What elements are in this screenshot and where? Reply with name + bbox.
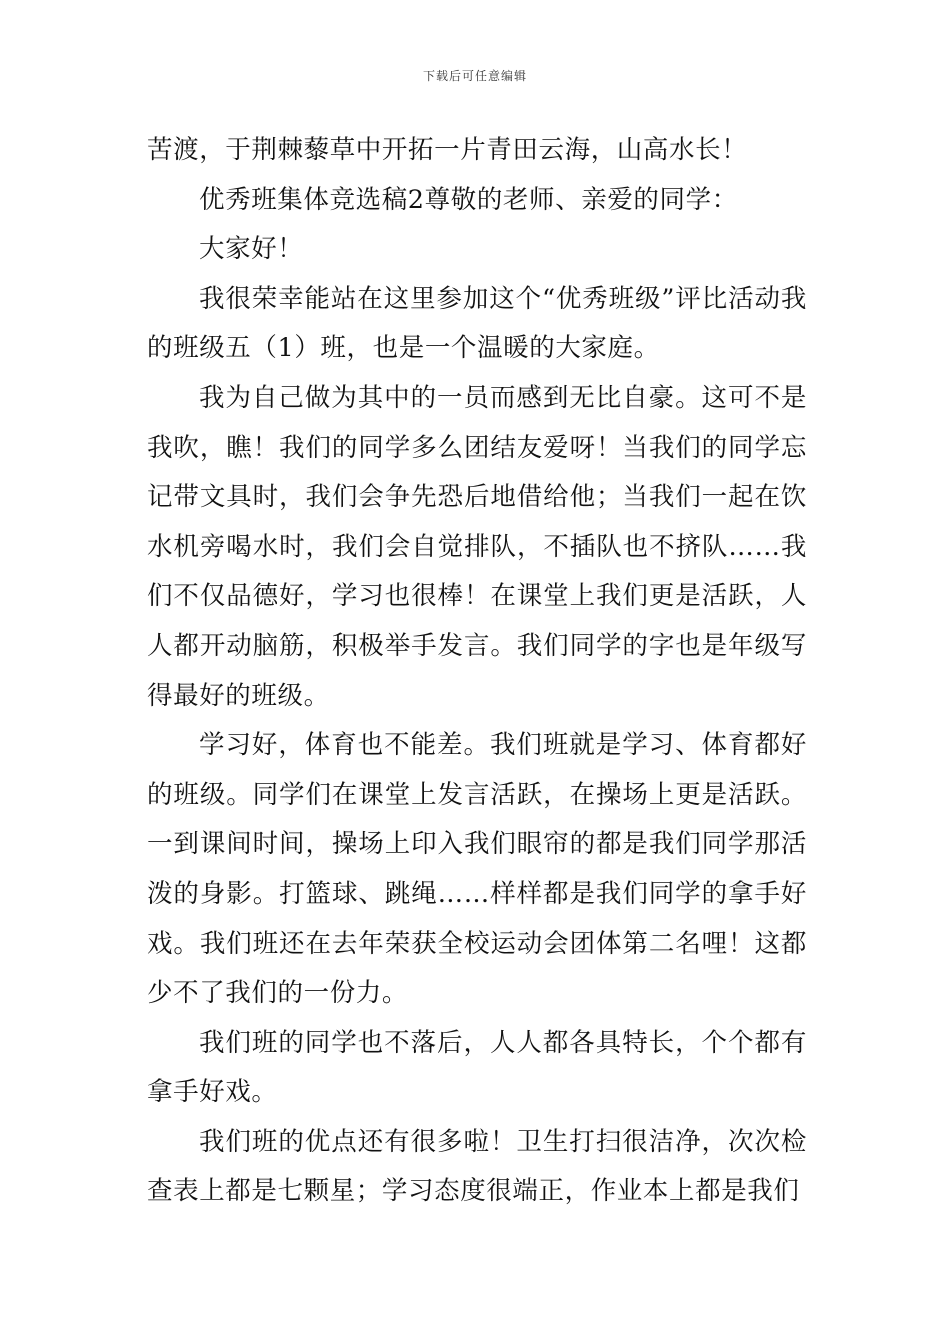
page-header: 下载后可任意编辑 xyxy=(422,69,527,83)
paragraph-title-salutation: 优秀班集体竞选稿2尊敬的老师、亲爱的同学： xyxy=(199,184,738,215)
paragraph-greeting: 大家好！ xyxy=(199,234,304,265)
paragraph-merits: 我们班的优点还有很多啦！卫生打扫很洁净，次次检查表上都是七颗星；学习态度很端正，作业本上都是我们 xyxy=(147,1126,807,1207)
paragraph-sports: 学习好，体育也不能差。我们班就是学习、体育都好的班级。同学们在课堂上发言活跃，在操场上更是活跃。一到课间时间，操场上印入我们眼帘的都是我们同学那活泼的身影。打篮球、跳绳……样样都是我们同学的拿手好戏。我们班还在去年荣获全校运动会团体第二名哩！这都少不了我们的一份力。 xyxy=(147,730,807,1009)
paragraph-unity: 我为自己做为其中的一员而感到无比自豪。这可不是我吹，瞧！我们的同学多么团结友爱呀！当我们的同学忘记带文具时，我们会争先恐后地借给他；当我们一起在饮水机旁喝水时，我们会自觉排队，不插队也不挤队……我们不仅品德好，学习也很棒！在课堂上我们更是活跃，人人都开动脑筋，积极举手发言。我们同学的字也是年级写得最好的班级。 xyxy=(147,382,807,711)
document-body xyxy=(147,126,807,1217)
paragraph-intro: 我很荣幸能站在这里参加这个“优秀班级”评比活动我的班级五（1）班，也是一个温暖的大家庭。 xyxy=(147,283,807,364)
paragraph-continuation: 苦渡，于荆棘藜草中开拓一片青田云海，山高水长！ xyxy=(147,135,748,165)
paragraph-talents: 我们班的同学也不落后，人人都各具特长，个个都有拿手好戏。 xyxy=(147,1027,807,1108)
